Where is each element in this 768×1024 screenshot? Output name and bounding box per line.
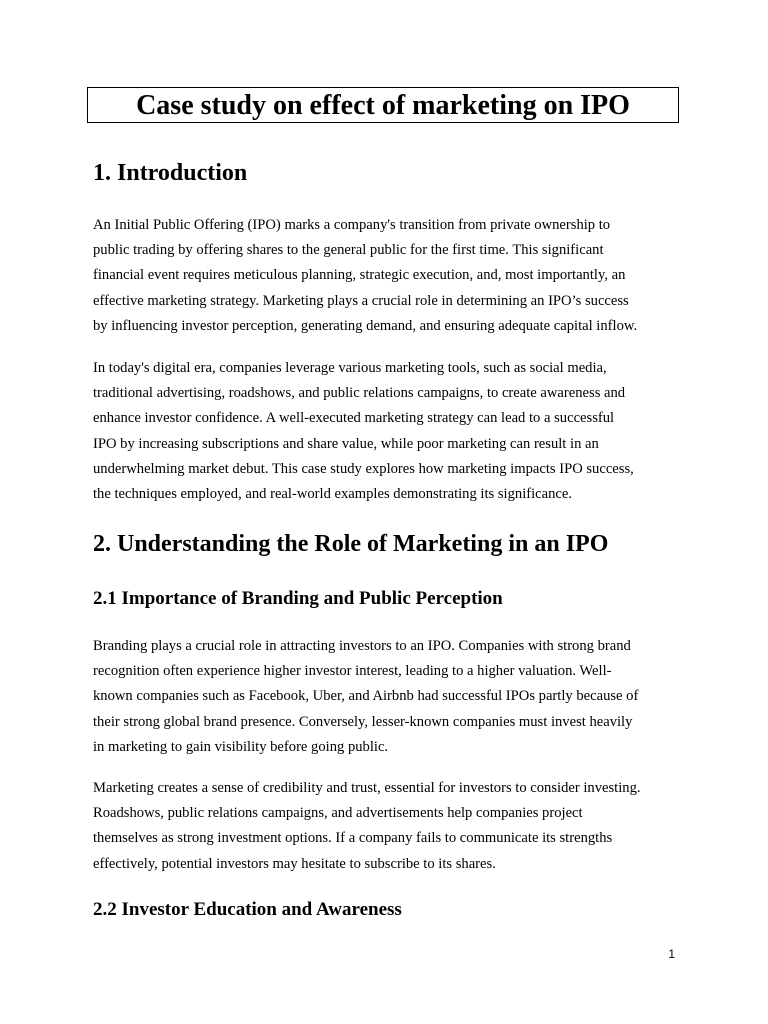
text-line: An Initial Public Offering (IPO) marks a company's transition from private ownership to: [93, 217, 611, 233]
text-line: IPO by increasing subscriptions and share value, while poor marketing can result in an: [93, 435, 599, 452]
text-line: Roadshows, public relations campaigns, and advertisements help companies project: [93, 805, 583, 822]
paragraph-intro-1: [93, 213, 683, 339]
text-line: effectively, potential investors may hesitate to subscribe to its shares.: [93, 855, 496, 872]
text-line: known companies such as Facebook, Uber, and Airbnb had successful IPOs partly because of: [93, 688, 639, 705]
text-line: traditional advertising, roadshows, and public relations campaigns, to create awareness and: [93, 385, 626, 402]
section-heading-role-of-marketing: 2. Understanding the Role of Marketing in an IPO: [93, 531, 609, 557]
paragraph-intro-2: [93, 356, 683, 507]
text-line: recognition often experience higher investor interest, leading to a higher valuation. Well-: [93, 663, 612, 680]
text-line: the techniques employed, and real-world examples demonstrating its significance.: [93, 486, 573, 503]
text-line: effective marketing strategy. Marketing plays a crucial role in determining an IPO’s success: [93, 292, 629, 309]
subsection-heading-investor-education: 2.2 Investor Education and Awareness: [93, 899, 402, 920]
section-heading-introduction: 1. Introduction: [93, 160, 248, 186]
text-line: financial event requires meticulous planning, strategic execution, and, most importantly, an: [93, 267, 626, 284]
text-line: Marketing creates a sense of credibility and trust, essential for investors to consider investing.: [93, 780, 641, 796]
text-line: by influencing investor perception, generating demand, and ensuring adequate capital inflow.: [93, 317, 638, 334]
text-line: in marketing to gain visibility before going public.: [93, 738, 389, 755]
page-number: 1: [668, 947, 675, 961]
text-line: In today's digital era, companies leverage various marketing tools, such as social media,: [93, 360, 607, 376]
text-line: underwhelming market debut. This case study explores how marketing impacts IPO success,: [93, 460, 634, 477]
text-line: themselves as strong investment options. If a company fails to communicate its strengths: [93, 830, 613, 847]
text-line: enhance investor confidence. A well-executed marketing strategy can lead to a successful: [93, 410, 615, 427]
text-line: public trading by offering shares to the general public for the first time. This significant: [93, 242, 604, 259]
subsection-heading-branding: 2.1 Importance of Branding and Public Perception: [93, 588, 503, 609]
document-title: Case study on effect of marketing on IPO: [87, 87, 679, 123]
text-line: their strong global brand presence. Conversely, lesser-known companies must invest heavily: [93, 713, 633, 730]
paragraph-branding-1: [93, 634, 683, 760]
text-line: Branding plays a crucial role in attracting investors to an IPO. Companies with strong brand: [93, 638, 631, 654]
paragraph-branding-2: [93, 776, 683, 877]
